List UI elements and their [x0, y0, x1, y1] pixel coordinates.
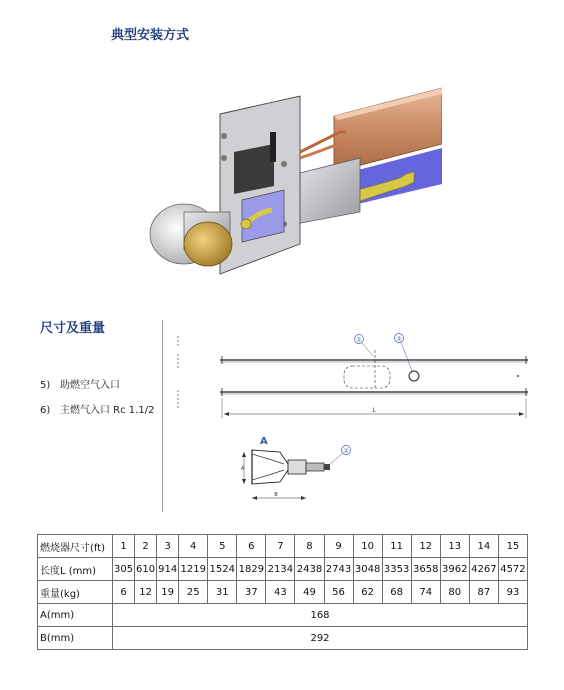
table-cell: 5	[208, 535, 237, 558]
table-cell: 68	[382, 581, 411, 604]
dimension-L-label: L	[372, 407, 376, 414]
table-cell: 6	[237, 535, 266, 558]
specification-table	[37, 534, 528, 650]
table-cell: 31	[208, 581, 237, 604]
row-header: 重量(kg)	[38, 581, 113, 604]
table-cell: 74	[411, 581, 440, 604]
legend-item-gas-inlet	[40, 401, 154, 416]
table-cell: 49	[295, 581, 324, 604]
table-cell: 14	[469, 535, 498, 558]
table-cell: 25	[179, 581, 208, 604]
table-cell: 3	[157, 535, 179, 558]
row-header: B(mm)	[38, 627, 113, 650]
row-header: A(mm)	[38, 604, 113, 627]
table-cell: 19	[157, 581, 179, 604]
table-cell: 87	[469, 581, 498, 604]
view-label: A	[260, 436, 268, 447]
table-cell-merged: 292	[113, 627, 528, 650]
table-row-B	[38, 627, 528, 650]
table-cell: 62	[353, 581, 382, 604]
table-cell: 15	[498, 535, 527, 558]
table-cell: 2	[135, 535, 157, 558]
dimensions-heading: 尺寸及重量	[40, 321, 106, 336]
table-cell: 3658	[411, 558, 440, 581]
installation-illustration	[124, 74, 442, 284]
table-cell: 610	[135, 558, 157, 581]
table-cell: 11	[382, 535, 411, 558]
callout-2-detail-label: ②	[343, 447, 349, 455]
table-cell: 9	[324, 535, 353, 558]
callout-1-label: ①	[356, 336, 362, 344]
dimension-B-label: B	[274, 492, 278, 498]
table-cell: 2438	[295, 558, 324, 581]
installation-heading: 典型安装方式	[111, 28, 190, 43]
table-cell: 3048	[353, 558, 382, 581]
dimension-A-label: A	[241, 466, 245, 472]
table-cell: 8	[295, 535, 324, 558]
table-cell: 305	[113, 558, 135, 581]
table-cell: 3353	[382, 558, 411, 581]
table-cell: 80	[440, 581, 469, 604]
table-cell: 43	[266, 581, 295, 604]
table-cell: 4267	[469, 558, 498, 581]
table-row-length	[38, 558, 528, 581]
table-cell: 2743	[324, 558, 353, 581]
table-row-size	[38, 535, 528, 558]
table-cell: 4	[179, 535, 208, 558]
table-cell: 1829	[237, 558, 266, 581]
row-header: 长度L (mm)	[38, 558, 113, 581]
table-cell-merged: 168	[113, 604, 528, 627]
table-cell: 12	[411, 535, 440, 558]
legend-item-air-inlet	[40, 376, 120, 391]
legend-label: 助燃空气入口	[60, 380, 120, 391]
table-cell: 1524	[208, 558, 237, 581]
legend-label: 主燃气入口 Rc 1.1/2	[60, 405, 155, 416]
table-row-weight	[38, 581, 528, 604]
table-cell: 12	[135, 581, 157, 604]
table-cell: 10	[353, 535, 382, 558]
legend-number: 5)	[40, 380, 51, 391]
table-cell: 56	[324, 581, 353, 604]
table-cell: 13	[440, 535, 469, 558]
detail-view-a	[236, 430, 366, 510]
table-cell: 93	[498, 581, 527, 604]
callout-2-label: ②	[396, 335, 402, 343]
table-cell: 7	[266, 535, 295, 558]
table-row-A	[38, 604, 528, 627]
table-cell: 2134	[266, 558, 295, 581]
table-cell: 3962	[440, 558, 469, 581]
table-cell: 914	[157, 558, 179, 581]
table-cell: 6	[113, 581, 135, 604]
divider-line	[162, 320, 163, 512]
table-cell: 1	[113, 535, 135, 558]
table-cell: 37	[237, 581, 266, 604]
legend-number: 6)	[40, 405, 51, 416]
table-cell: 1219	[179, 558, 208, 581]
table-cell: 4572	[498, 558, 527, 581]
burner-side-drawing	[170, 326, 532, 426]
row-header: 燃烧器尺寸(ft)	[38, 535, 113, 558]
